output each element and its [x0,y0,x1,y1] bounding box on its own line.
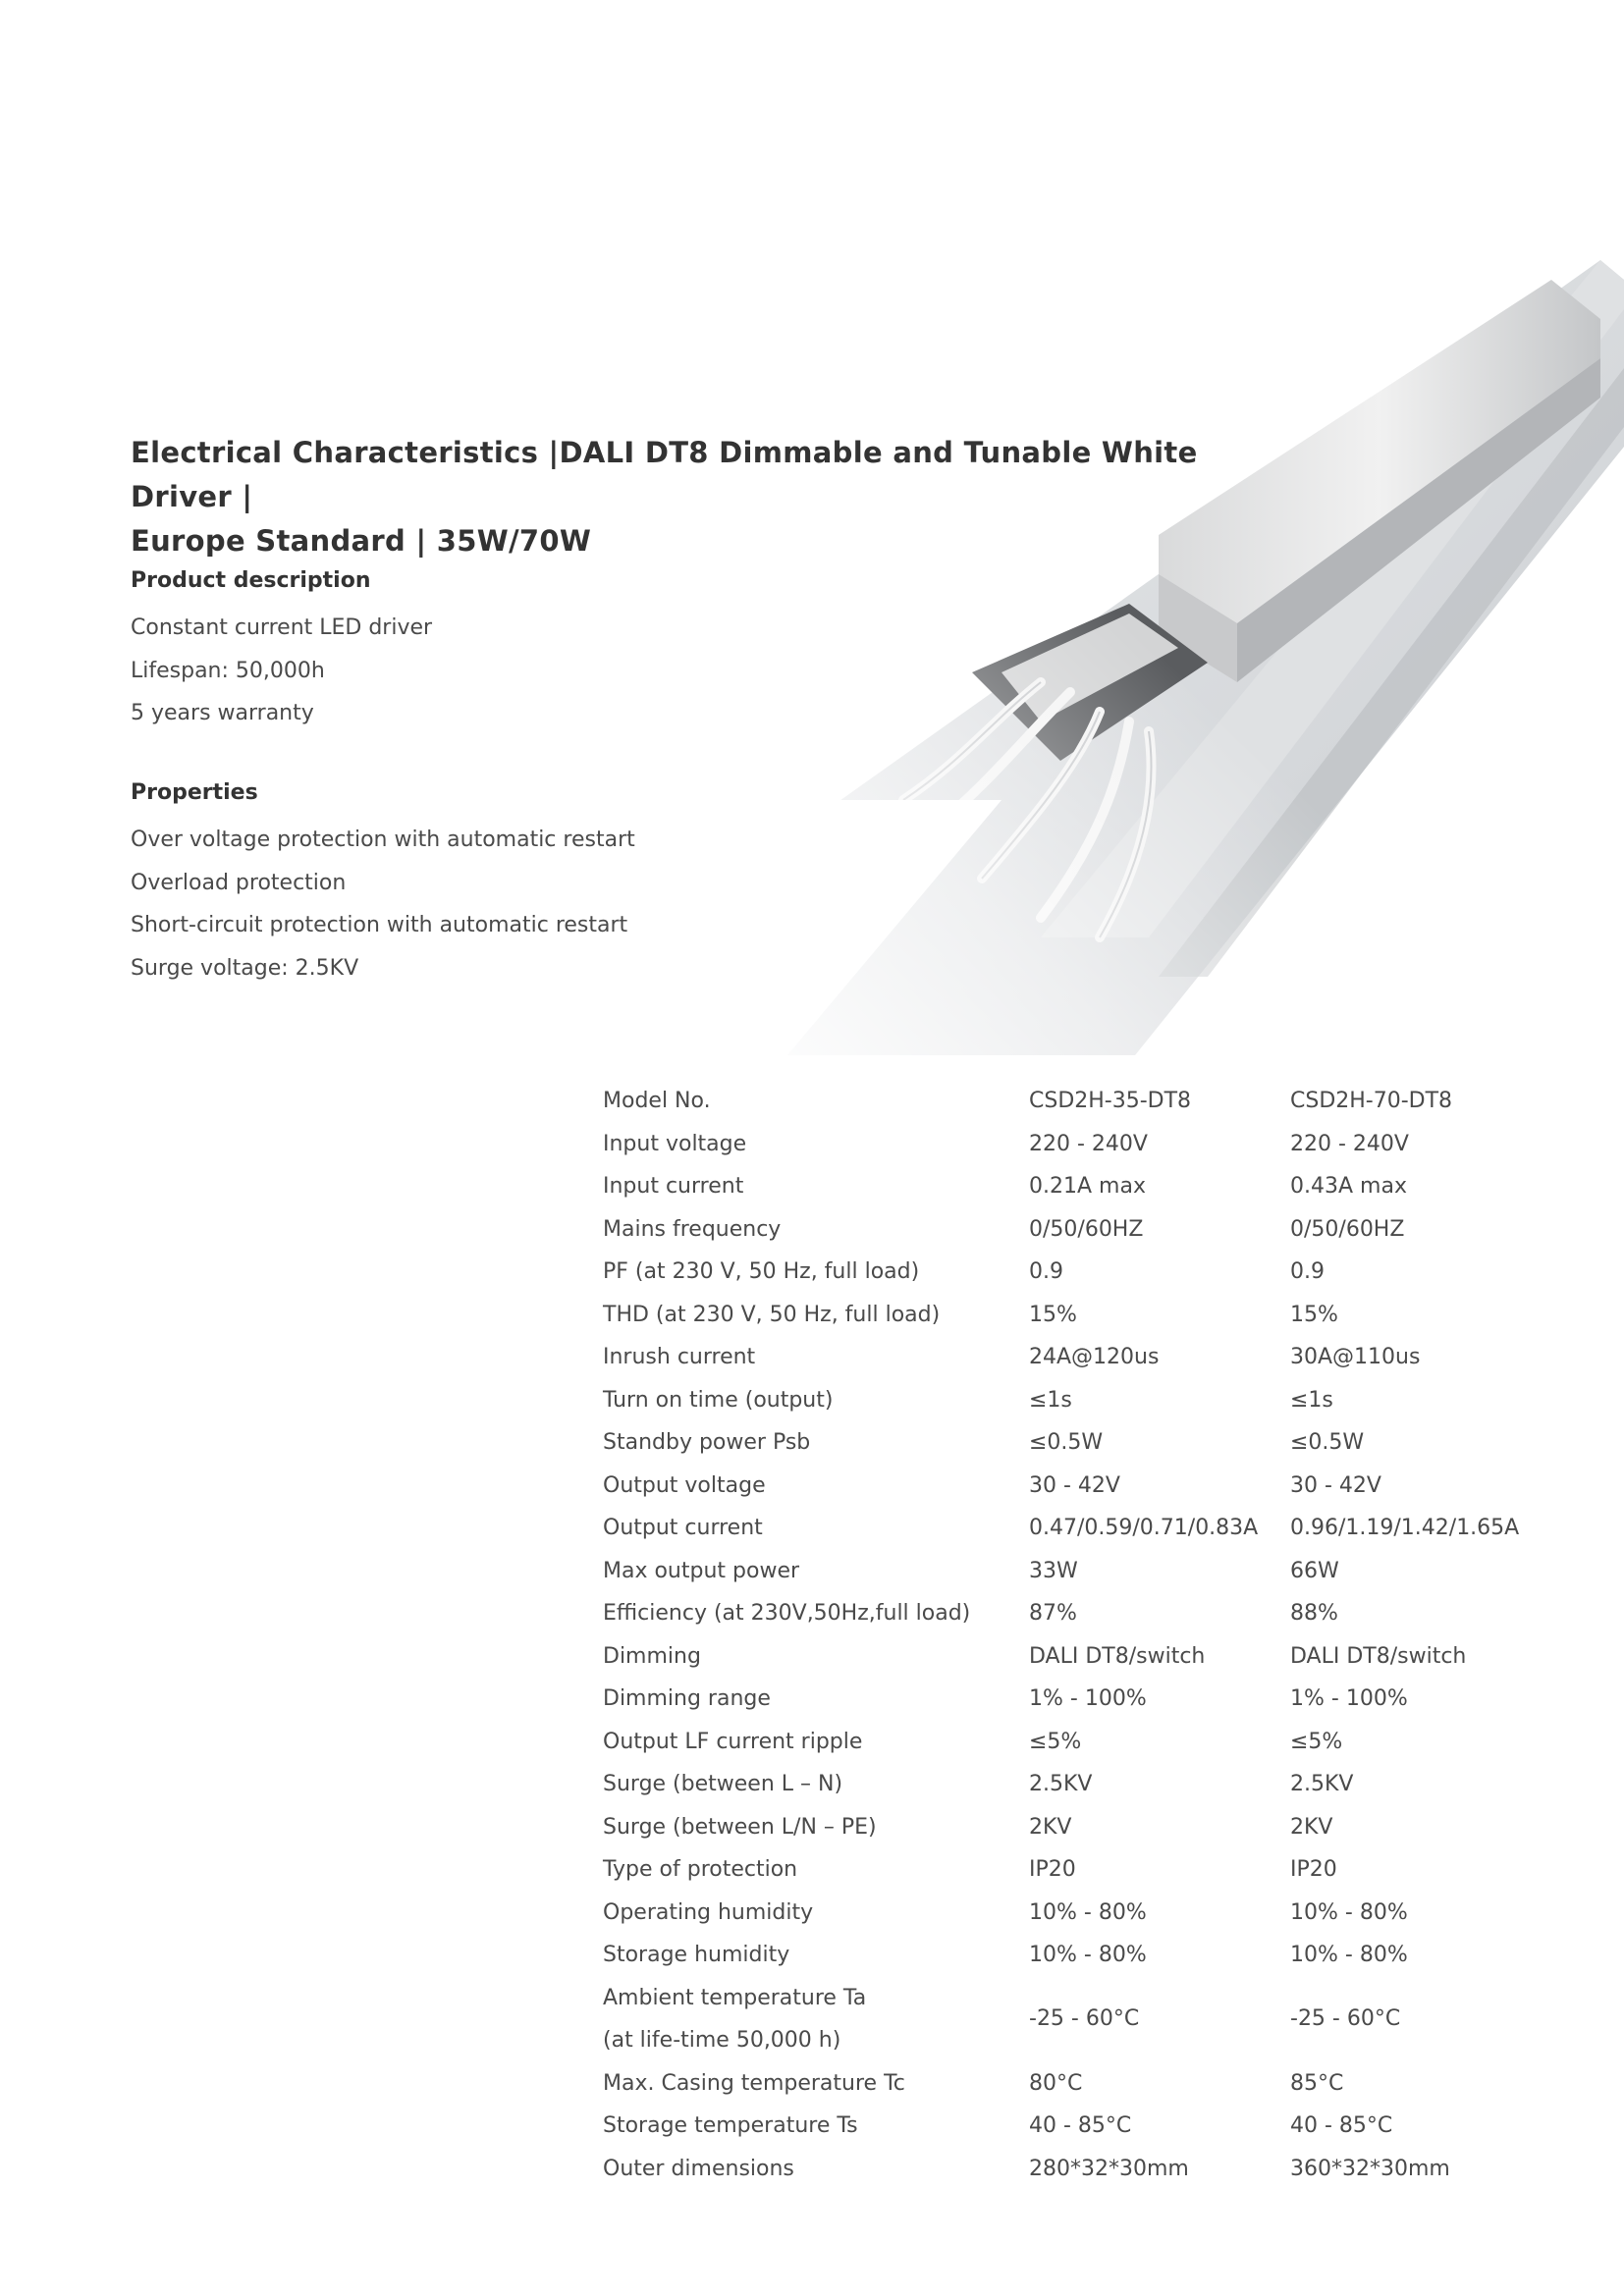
table-row [597,1806,1519,1849]
table-row [597,1678,1519,1721]
spec-label: Turn on time (output) [603,1387,834,1413]
spec-value: 0.43A max [1290,1174,1407,1199]
spec-value: 360*32*30mm [1290,2156,1450,2181]
spec-label: Operating humidity [603,1899,814,1925]
spec-value: -25 - 60°C [1029,2006,1140,2032]
spec-value: DALI DT8/switch [1029,1643,1206,1669]
spec-value: 220 - 240V [1290,1131,1409,1156]
table-row [597,1592,1519,1635]
spec-value: 15% [1290,1302,1338,1327]
spec-value: 0.9 [1290,1259,1325,1284]
list-item: Short-circuit protection with automatic restart [131,913,628,937]
spec-value: 280*32*30mm [1029,2156,1189,2181]
header-label: Model No. [603,1089,711,1113]
spec-value: 0/50/60HZ [1290,1216,1405,1242]
spec-value: 220 - 240V [1029,1131,1148,1156]
spec-value: 88% [1290,1601,1338,1626]
spec-value: ≤1s [1290,1387,1333,1413]
title-line-1: Electrical Characteristics |DALI DT8 Dimmable and Tunable White Driver | [131,436,1198,513]
spec-label: Surge (between L/N – PE) [603,1814,877,1840]
list-item: Constant current LED driver [131,615,433,640]
spec-value: 10% - 80% [1290,1943,1408,1967]
spec-label-line-2: (at life-time 50,000 h) [603,2028,841,2053]
header-model-1: CSD2H-35-DT8 [1029,1089,1192,1113]
spec-label: Storage humidity [603,1943,790,1967]
page-title [131,431,1260,563]
spec-label: Output current [603,1516,763,1540]
spec-value: 2KV [1029,1814,1072,1840]
spec-label: Type of protection [603,1857,798,1882]
spec-label: Output LF current ripple [603,1729,863,1754]
spec-label: Max. Casing temperature Tc [603,2070,905,2096]
spec-value: 2.5KV [1290,1772,1354,1796]
spec-value: 40 - 85°C [1029,2113,1132,2138]
spec-label [597,1977,1025,2062]
header-model-2: CSD2H-70-DT8 [1290,1089,1453,1113]
specifications-table [597,1080,1519,2190]
spec-value: 15% [1029,1302,1077,1327]
properties-list [131,819,635,989]
table-row [597,1550,1519,1593]
spec-value: DALI DT8/switch [1290,1643,1467,1669]
spec-value: 87% [1029,1601,1077,1626]
table-row [597,1892,1519,1935]
product-photo [746,250,1624,1104]
table-row [597,1763,1519,1806]
spec-label: Mains frequency [603,1216,782,1242]
spec-value: IP20 [1029,1857,1076,1882]
spec-value: ≤5% [1029,1729,1082,1754]
spec-label: Standby power Psb [603,1430,811,1455]
spec-label: Dimming [603,1643,701,1669]
spec-value: 2.5KV [1029,1772,1093,1796]
table-row [597,1934,1519,1977]
table-row [597,2148,1519,2191]
spec-value: 0/50/60HZ [1029,1216,1144,1242]
table-row [597,1635,1519,1679]
spec-value: 24A@120us [1029,1345,1160,1369]
table-row [597,1848,1519,1892]
table-header-row [597,1080,1519,1123]
table-row [597,2105,1519,2148]
spec-value: -25 - 60°C [1290,2006,1401,2032]
spec-label: Efficiency (at 230V,50Hz,full load) [603,1601,971,1626]
list-item: Lifespan: 50,000h [131,658,325,683]
spec-label: PF (at 230 V, 50 Hz, full load) [603,1259,920,1284]
list-item: Overload protection [131,870,347,895]
spec-value: 66W [1290,1558,1339,1583]
spec-value: 80°C [1029,2070,1083,2096]
spec-label: Input current [603,1174,744,1199]
spec-label: Storage temperature Ts [603,2113,858,2138]
title-line-2: Europe Standard | 35W/70W [131,524,592,558]
table-row [597,1465,1519,1508]
spec-label-line-1: Ambient temperature Ta [603,1985,867,2010]
table-row [597,1507,1519,1550]
product-description-heading: Product description [131,568,371,593]
spec-value: 30A@110us [1290,1345,1421,1369]
spec-label: Inrush current [603,1345,756,1369]
list-item: 5 years warranty [131,701,314,725]
spec-value: ≤5% [1290,1729,1343,1754]
spec-value: 30 - 42V [1290,1472,1381,1498]
product-description-list [131,607,432,735]
spec-value: 0.21A max [1029,1174,1146,1199]
spec-value: 0.47/0.59/0.71/0.83A [1029,1516,1259,1540]
properties-heading: Properties [131,780,258,805]
table-row [597,1336,1519,1379]
table-row [597,1294,1519,1337]
spec-value: 1% - 100% [1290,1686,1408,1711]
spec-value: 2KV [1290,1814,1333,1840]
table-row [597,1208,1519,1252]
spec-label: Dimming range [603,1686,771,1711]
spec-label: Surge (between L – N) [603,1772,843,1796]
list-item: Over voltage protection with automatic restart [131,828,635,852]
spec-value: ≤0.5W [1290,1430,1365,1455]
spec-value: IP20 [1290,1857,1337,1882]
spec-label: Outer dimensions [603,2156,794,2181]
spec-value: 0.9 [1029,1259,1063,1284]
spec-value: 10% - 80% [1029,1899,1147,1925]
spec-value: ≤1s [1029,1387,1072,1413]
spec-label: THD (at 230 V, 50 Hz, full load) [603,1302,941,1327]
spec-value: 30 - 42V [1029,1472,1120,1498]
spec-value: ≤0.5W [1029,1430,1104,1455]
spec-value: 10% - 80% [1029,1943,1147,1967]
table-row [597,1165,1519,1208]
list-item: Surge voltage: 2.5KV [131,955,359,981]
spec-label: Output voltage [603,1472,766,1498]
table-row [597,1251,1519,1294]
table-row-ambient-temperature [597,1977,1519,2062]
table-row [597,1421,1519,1465]
spec-label: Max output power [603,1558,800,1583]
spec-value: 40 - 85°C [1290,2113,1393,2138]
spec-label: Input voltage [603,1131,747,1156]
table-row [597,2062,1519,2106]
table-row [597,1123,1519,1166]
table-row [597,1721,1519,1764]
spec-value: 85°C [1290,2070,1344,2096]
spec-value: 10% - 80% [1290,1899,1408,1925]
spec-value: 0.96/1.19/1.42/1.65A [1290,1516,1520,1540]
table-row [597,1379,1519,1422]
spec-value: 1% - 100% [1029,1686,1147,1711]
spec-value: 33W [1029,1558,1078,1583]
